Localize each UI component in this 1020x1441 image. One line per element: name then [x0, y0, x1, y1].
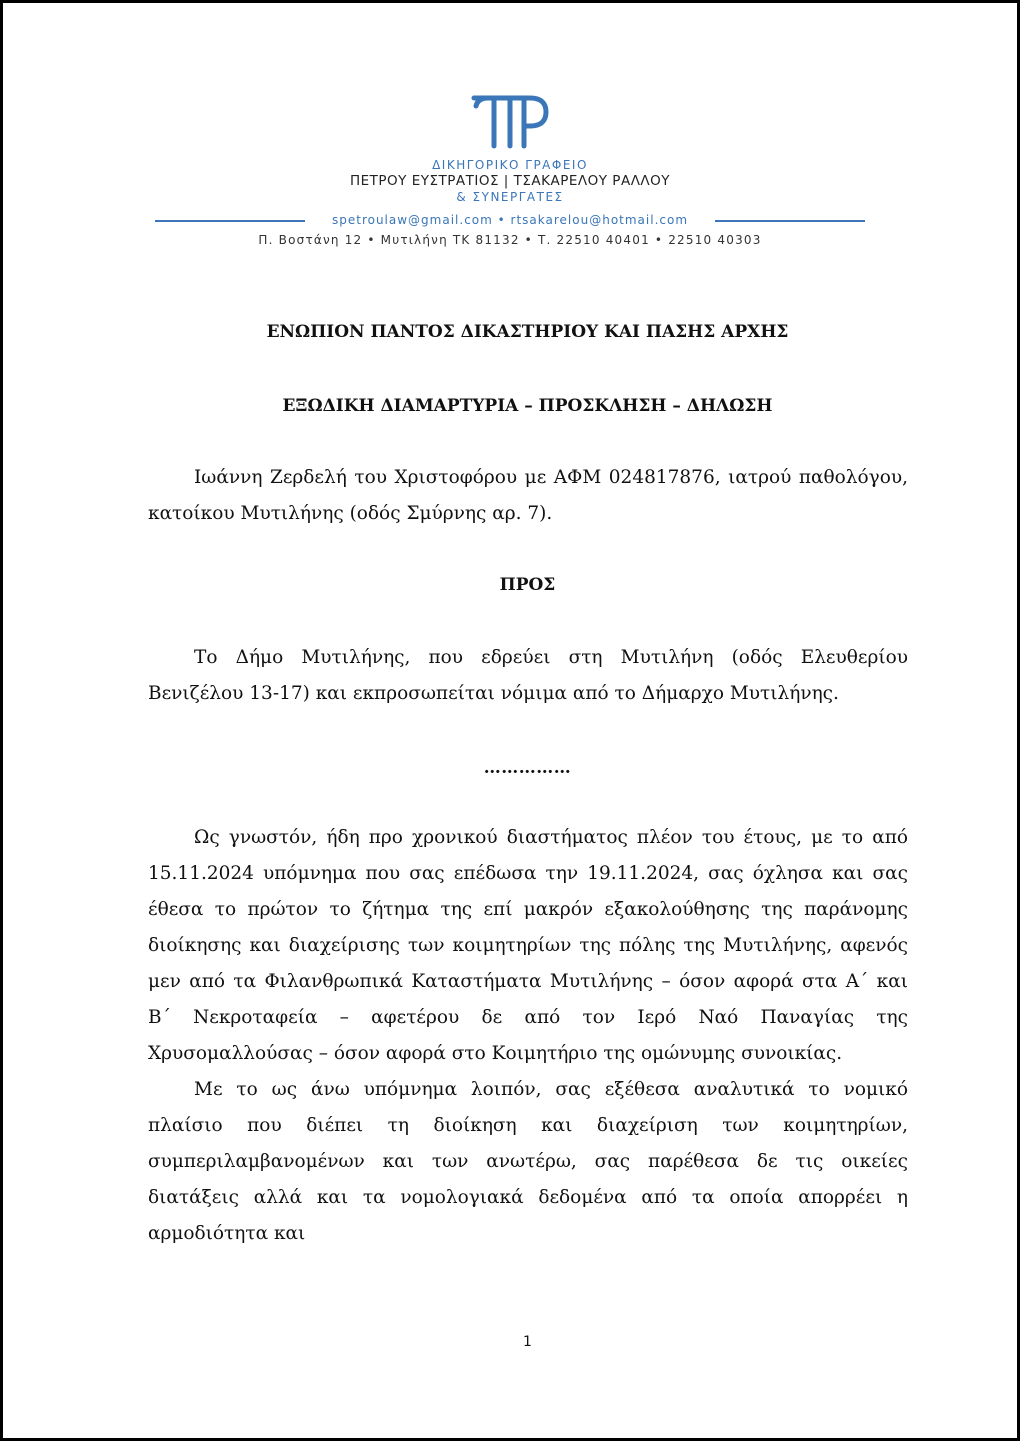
body-paragraph-1: Ως γνωστόν, ήδη προ χρονικού διαστήματος πλέον του έτους, με το από 15.11.2024 υπόμνημα που σας επέδωσα την 19.11.2024, σας όχλησα και σας έθεσα το πρώτον το ζήτημα της επί μακρόν εξακολούθησης της παράνομης διοίκησης και διαχείρισης των κοιμητηρίων της πόλης της Μυτιλήνης, αφενός μεν από τα Φιλανθρωπικά Καταστήματα Μυτιλήνης – όσον αφορά στα Α΄ και Β΄ Νεκροταφεία – αφετέρου δε από τον Ιερό Ναό Παναγίας της Χρυσομαλλούσας – όσον αφορά στο Κοιμητήριο της ομώνυμης συνοικίας.: [148, 827, 908, 1064]
heading-document-type: ΕΞΩΔΙΚΗ ΔΙΑΜΑΡΤΥΡΙΑ – ΠΡΟΣΚΛΗΣΗ – ΔΗΛΩΣΗ: [282, 396, 773, 416]
body-paragraph-2: Με το ως άνω υπόμνημα λοιπόν, σας εξέθεσα αναλυτικά το νομικό πλαίσιο που διέπει τη διοίκηση και διαχείριση των κοιμητηρίων, συμπεριλαμβανομένων και των ανωτέρω, σας παρέθεσα δε τις οικείες διατάξεις αλλά και τα νομολογιακά δεδομένα από τα οποία απορρέει η αρμοδιότητα και: [148, 1079, 908, 1244]
divider-line-left: [155, 220, 305, 222]
email-contacts: spetroulaw@gmail.com • rtsakarelou@hotmail.com: [331, 213, 689, 227]
contact-row: [155, 211, 865, 229]
separator-dots: ……………: [483, 758, 572, 778]
law-office-logo-icon: [470, 92, 550, 150]
office-address: Π. Βοστάνη 12 • Μυτιλήνη ΤΚ 81132 • Τ. 22510 40401 • 22510 40303: [258, 233, 762, 247]
associates-label: & ΣΥΝΕΡΓΑΤΕΣ: [456, 190, 564, 204]
office-label: ΔΙΚΗΓΟΡΙΚΟ ΓΡΑΦΕΙΟ: [432, 158, 588, 172]
page-number: 1: [523, 1334, 532, 1350]
heading-before-court: ΕΝΩΠΙΟΝ ΠΑΝΤΟΣ ΔΙΚΑΣΤΗΡΙΟΥ ΚΑΙ ΠΑΣΗΣ ΑΡΧΗΣ: [266, 322, 789, 342]
divider-line-right: [715, 220, 865, 222]
sender-paragraph: Ιωάννη Ζερδελή του Χριστοφόρου με ΑΦΜ 024817876, ιατρού παθολόγου, κατοίκου Μυτιλήνης (οδός Σμύρνης αρ. 7).: [148, 467, 908, 524]
heading-to: ΠΡΟΣ: [499, 575, 556, 595]
letterhead: [0, 92, 1020, 247]
partners-names: ΠΕΤΡΟΥ ΕΥΣΤΡΑΤΙΟΣ | ΤΣΑΚΑΡΕΛΟΥ ΡΑΛΛΟΥ: [349, 173, 671, 189]
recipient-paragraph: Το Δήμο Μυτιλήνης, που εδρεύει στη Μυτιλήνη (οδός Ελευθερίου Βενιζέλου 13-17) και εκπροσωπείται νόμιμα από το Δήμαρχο Μυτιλήνης.: [148, 647, 908, 704]
